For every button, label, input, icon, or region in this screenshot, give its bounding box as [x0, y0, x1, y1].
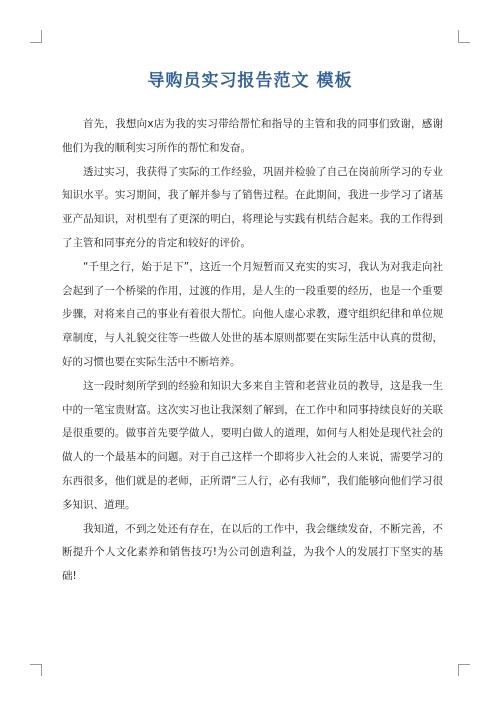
- corner-mark-top-left-h: [30, 42, 42, 43]
- corner-mark-top-right-h: [458, 42, 470, 43]
- paragraph: 这一段时刻所学到的经验和知识大多来自主管和老营业员的教导，这是我一生中的一笔宝贵财富。这次实习也让我深刻了解到，在工作中和同事持续良好的关联是很重要的。做事首先要学做人，要明白做人的道理，如何与人相处是现代社会的做人的一个最基本的问题。对于自己这样一个即将步入社会的人来说，需要学习的东西很多，他们就是的老师，正所谓“三人行，必有我师”，我们能够向他们学习很多知识、道理。: [62, 379, 443, 511]
- corner-mark-bottom-right-h: [458, 664, 470, 665]
- paragraph: 我知道，不到之处还有存在，在以后的工作中，我会继续发奋，不断完善，不断提升个人文化素养和销售技巧!为公司创造利益，为我个人的发展打下坚实的基础!: [62, 522, 443, 583]
- corner-mark-bottom-right-v: [458, 664, 459, 676]
- corner-mark-top-right-v: [458, 30, 459, 42]
- corner-mark-top-left-v: [41, 30, 42, 42]
- document-body: [62, 113, 443, 589]
- paragraph: “千里之行，始于足下”，这近一个月短暂而又充实的实习，我认为对我走向社会起到了一个桥梁的作用，过渡的作用，是人生的一段重要的经历，也是一个重要步骤，对将来自己的事业有着很大帮忙。向他人虚心求教，遵守组织纪律和单位规章制度，与人礼貌交往等一些做人处世的基本原则都要在实际生活中认真的贯彻，好的习惯也要在实际生活中不断培养。: [62, 260, 443, 368]
- document-title: 导购员实习报告范文 模板: [147, 71, 353, 91]
- paragraph: 首先，我想向x店为我的实习带给帮忙和指导的主管和我的同事们致谢，感谢他们为我的顺利实习所作的帮忙和发奋。: [62, 118, 443, 154]
- corner-mark-bottom-left-v: [41, 664, 42, 676]
- paragraph: 透过实习，我获得了实际的工作经验，巩固并检验了自己在岗前所学习的专业知识水平。实习期间，我了解并参与了销售过程。在此期间，我进一步学习了诸基亚产品知识，对机型有了更深的明白，将理论与实践有机结合起来。我的工作得到了主管和同事充分的肯定和较好的评价。: [62, 165, 443, 249]
